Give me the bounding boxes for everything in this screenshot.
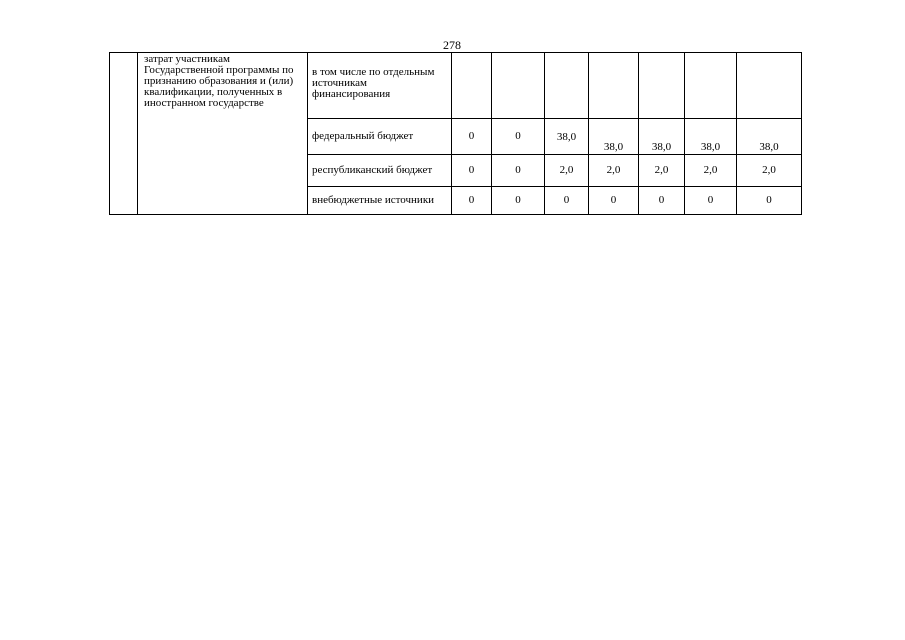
table-row — [110, 53, 802, 119]
value-cell: 38,0 — [737, 119, 802, 155]
value-cell — [545, 53, 589, 119]
index-cell — [110, 53, 138, 215]
value-cell — [639, 53, 685, 119]
value-cell — [492, 53, 545, 119]
value-cell: 2,0 — [545, 155, 589, 187]
value-cell: 2,0 — [685, 155, 737, 187]
value-cell: 0 — [639, 187, 685, 215]
value-cell: 0 — [545, 187, 589, 215]
value-cell: 38,0 — [639, 119, 685, 155]
value-cell: 2,0 — [589, 155, 639, 187]
value-cell: 38,0 — [685, 119, 737, 155]
value-cell — [685, 53, 737, 119]
budget-table — [109, 52, 802, 215]
source-cell: республиканский бюджет — [308, 155, 452, 187]
value-cell — [737, 53, 802, 119]
value-cell: 0 — [492, 119, 545, 155]
value-cell — [589, 53, 639, 119]
value-cell: 0 — [589, 187, 639, 215]
value-cell: 0 — [452, 155, 492, 187]
value-cell: 38,0 — [589, 119, 639, 155]
source-cell: в том числе по отдельным источникам финансирования — [308, 53, 452, 119]
value-cell — [452, 53, 492, 119]
value-cell: 2,0 — [639, 155, 685, 187]
value-cell: 38,0 — [545, 119, 589, 155]
value-cell: 0 — [452, 119, 492, 155]
source-cell: федеральный бюджет — [308, 119, 452, 155]
value-cell: 0 — [492, 187, 545, 215]
value-cell: 2,0 — [737, 155, 802, 187]
value-cell: 0 — [685, 187, 737, 215]
description-cell: затрат участникам Государственной программы по признанию образования и (или) квалификации, полученных в иностранном государстве — [138, 53, 308, 215]
value-cell: 0 — [452, 187, 492, 215]
value-cell: 0 — [737, 187, 802, 215]
page-number: 278 — [443, 38, 461, 52]
value-cell: 0 — [492, 155, 545, 187]
source-cell: внебюджетные источники — [308, 187, 452, 215]
